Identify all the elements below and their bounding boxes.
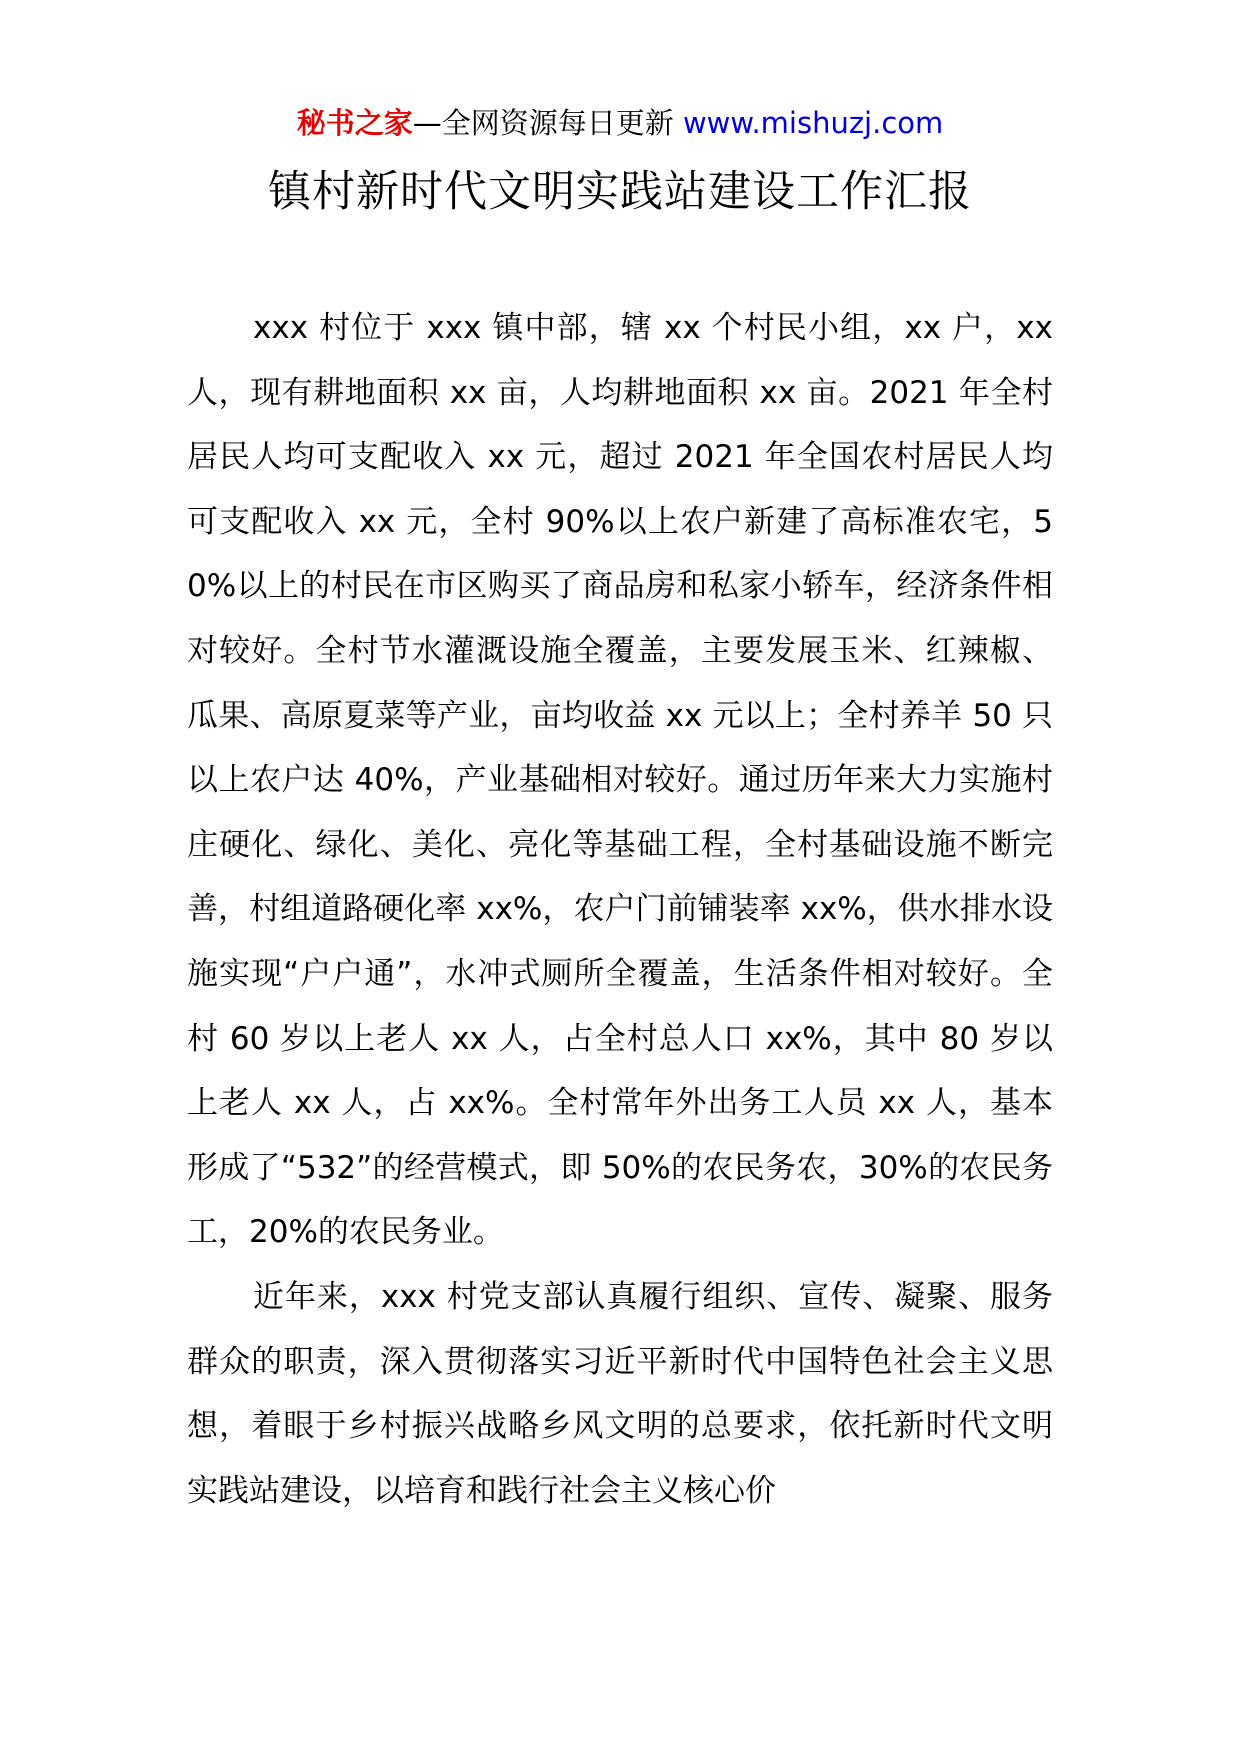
site-tagline: —全网资源每日更新	[412, 106, 674, 140]
paragraph-village-overview: xxx 村位于 xxx 镇中部，辖 xx 个村民小组，xx 户，xx 人，现有耕地面积 xx 亩，人均耕地面积 xx 亩。2021 年全村居民人均可支配收入 xx 元，超过 2021 年全国农村居民人均可支配收入 xx 元，全村 90%以上农户新建了高标准农宅，50%以上的村民在市区购买了商品房和私家小轿车，经济条件相对较好。全村节水灌溉设施全覆盖，主要发展玉米、红辣椒、瓜果、高原夏菜等产业，亩均收益 xx 元以上；全村养羊 50 只以上农户达 40%，产业基础相对较好。通过历年来大力实施村庄硬化、绿化、美化、亮化等基础工程，全村基础设施不断完善，村组道路硬化率 xx%，农户门前铺装率 xx%，供水排水设施实现“户户通”，水冲式厕所全覆盖，生活条件相对较好。全村 60 岁以上老人 xx 人，占全村总人口 xx%，其中 80 岁以上老人 xx 人，占 xx%。全村常年外出务工人员 xx 人，基本形成了“532”的经营模式，即 50%的农民务农，30%的农民务工，20%的农民务业。	[187, 310, 1053, 1251]
brand-name: 秘书之家	[296, 106, 413, 140]
site-url-link[interactable]: www.mishuzj.com	[682, 106, 944, 140]
document-body	[187, 296, 1053, 1523]
site-header	[0, 100, 1240, 146]
document-title: 镇村新时代文明实践站建设工作汇报	[268, 167, 972, 217]
paragraph-party-branch: 近年来，xxx 村党支部认真履行组织、宣传、凝聚、服务群众的职责，深入贯彻落实习近平新时代中国特色社会主义思想，着眼于乡村振兴战略乡风文明的总要求，依托新时代文明实践站建设，以培育和践行社会主义核心价	[187, 1278, 1053, 1509]
